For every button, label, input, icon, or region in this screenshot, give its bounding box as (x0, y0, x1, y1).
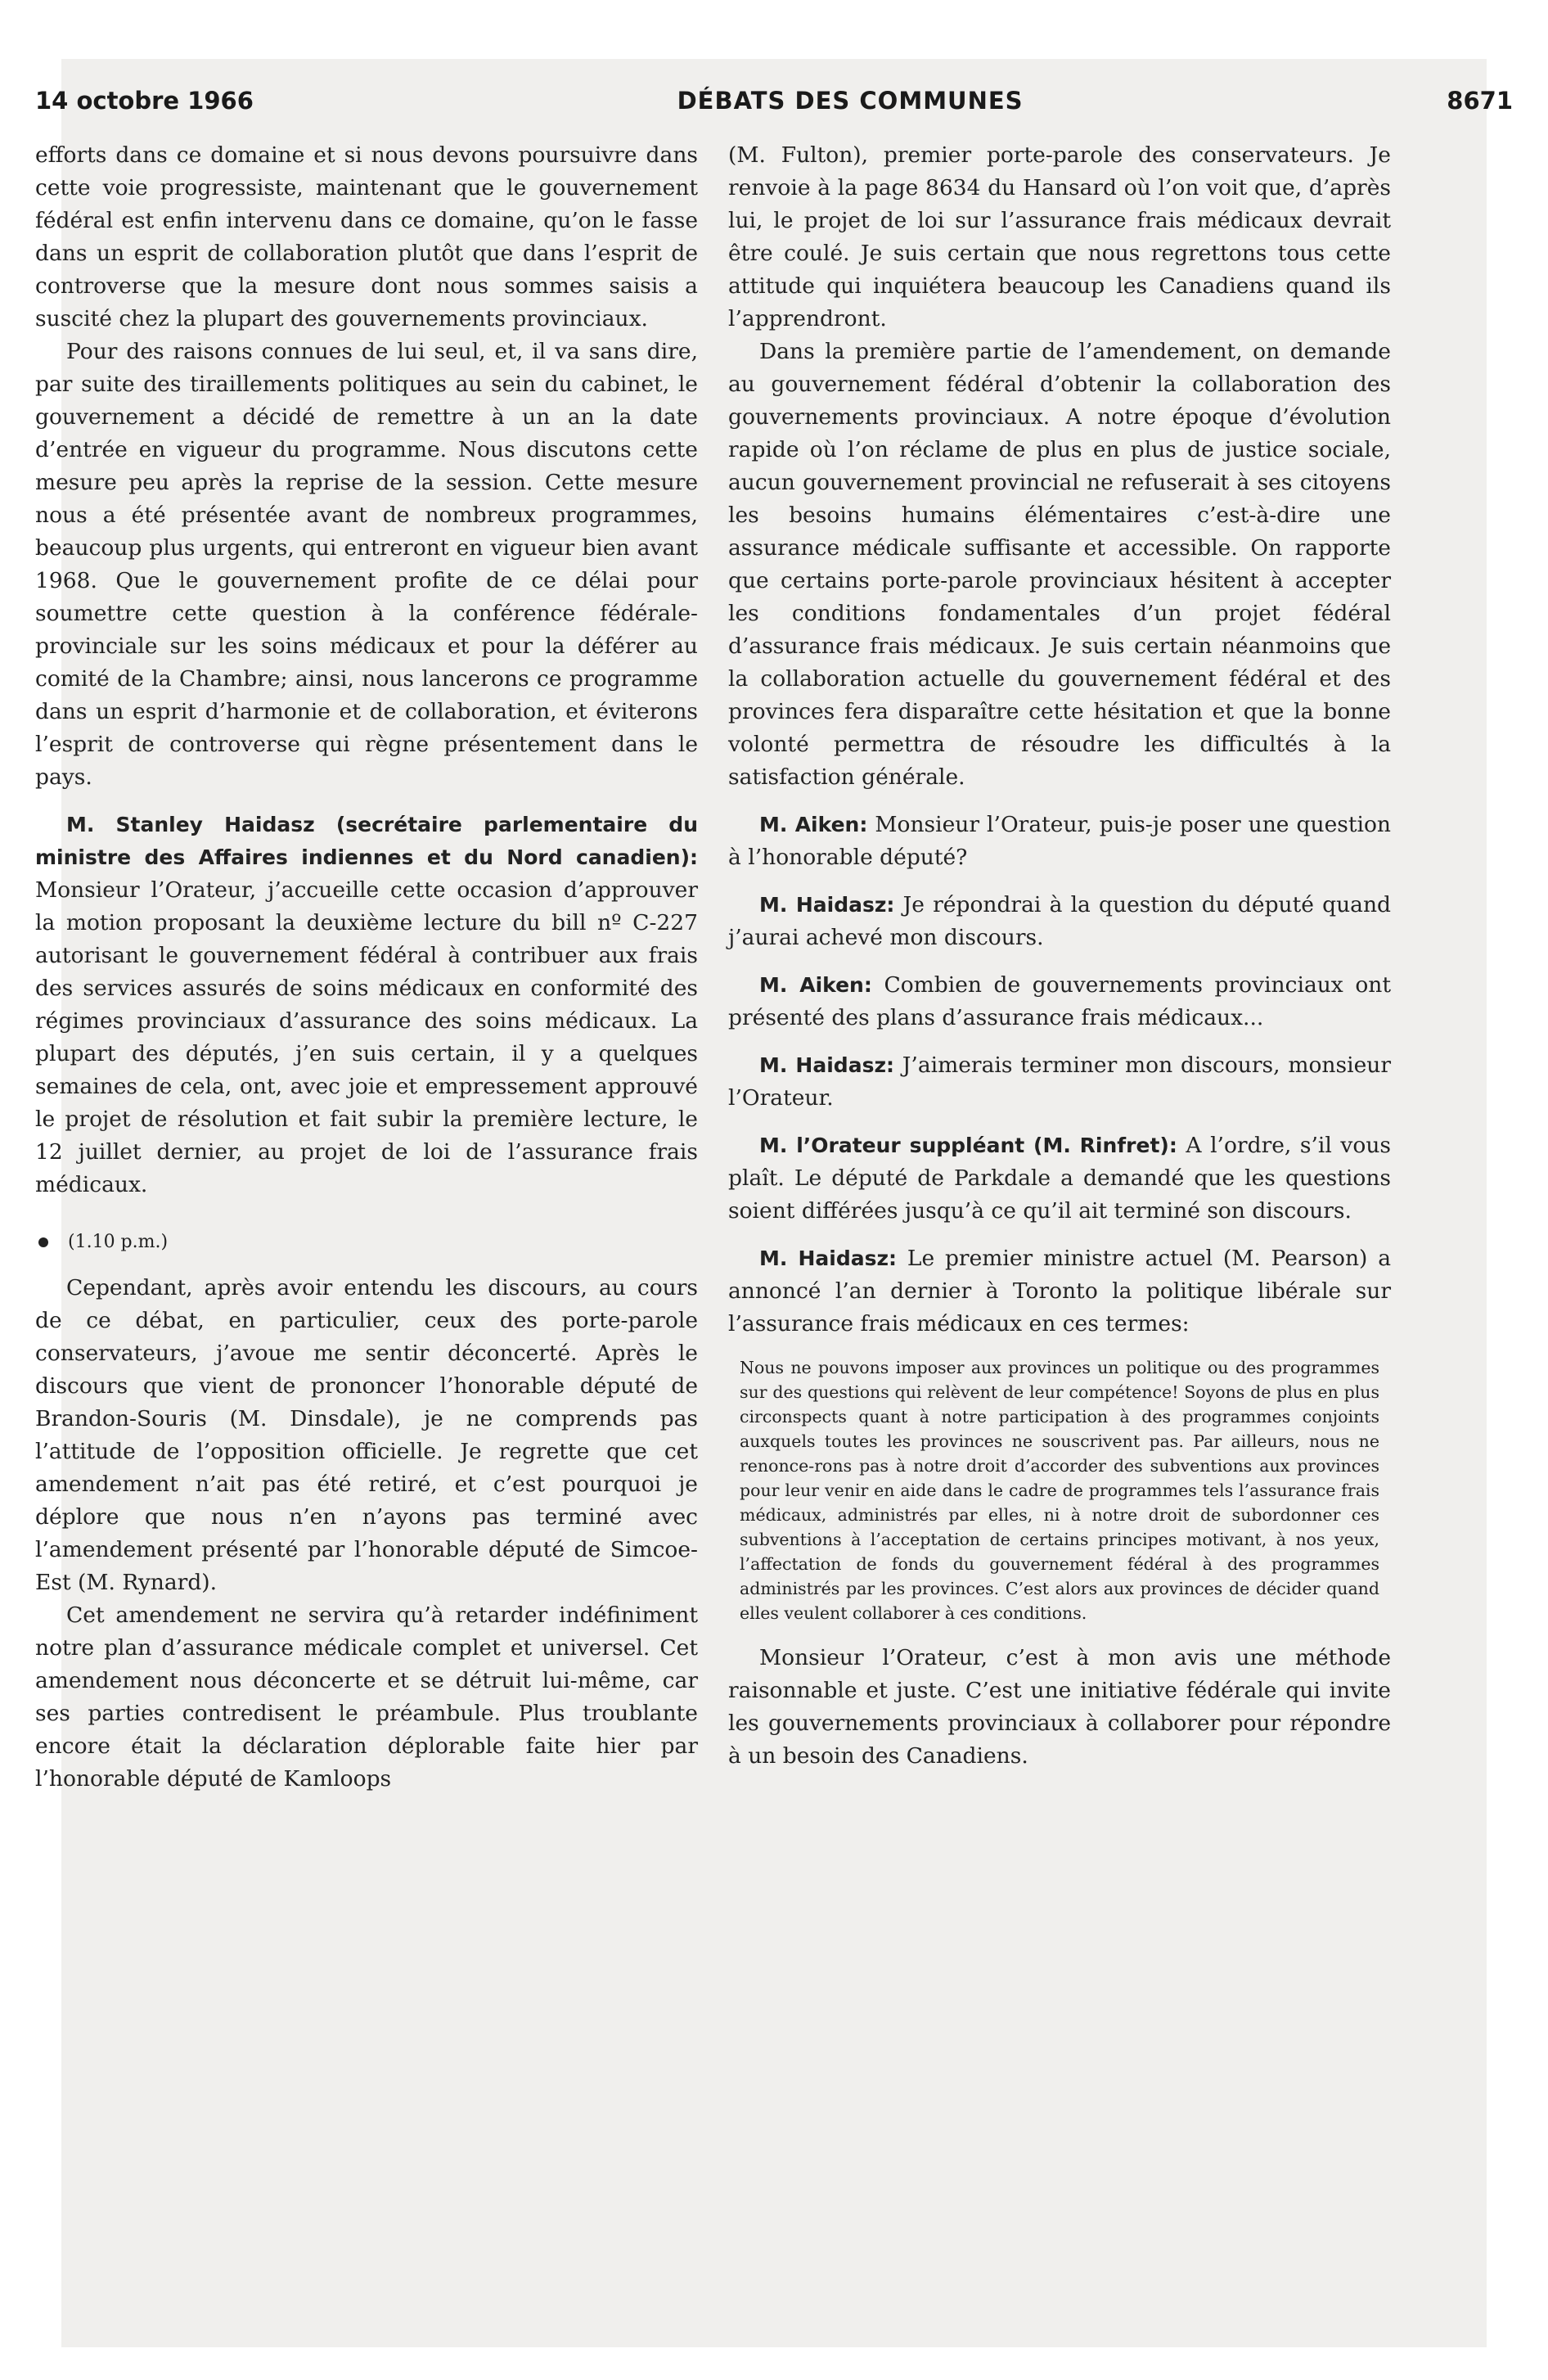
speech-text: A l’ordre, s’il vous plaît. Le député de Parkdale a demandé que les questions soient différées jusqu’à ce qu’il ait terminé son discours. (728, 1133, 1392, 1224)
speaker-name: M. Haidasz: (759, 1246, 898, 1270)
paragraph: Cependant, après avoir entendu les discours, au cours de ce débat, en particulier, ceux des porte-parole conservateurs, j’avoue me sentir déconcerté. Après le discours que vient de prononcer l’honorable député de Brandon-Souris (M. Dinsdale), je ne comprends pas l’attitude de l’opposition officielle. Je regrette que cet amendement n’ait pas été retiré, et c’est pourquoi je déplore que nous n’en n’ayons pas terminé avec l’amendement présenté par l’honorable député de Simcoe-Est (M. Rynard). (35, 1275, 698, 1595)
paragraph: Pour des raisons connues de lui seul, et, il va sans dire, par suite des tiraillements politiques au sein du cabinet, le gouvernement a décidé de remettre à un an la date d’entrée en vigueur du programme. Nous discutons cette mesure peu après la reprise de la session. Cette mesure nous a été présentée avant de nombreux programmes, beaucoup plus urgents, qui entreront en vigueur bien avant 1968. Que le gouvernement profite de ce délai pour soumettre cette question à la conférence fédérale-provinciale sur les soins médicaux et pour la déférer au comité de la Chambre; ainsi, nous lancerons ce programme dans un esprit d’harmonie et de collaboration, et éviterons l’esprit de controverse qui règne présentement dans le pays. (35, 339, 698, 790)
right-column (728, 139, 1391, 1773)
speech-text: Monsieur l’Orateur, j’accueille cette occasion d’approuver la motion proposant la deuxième lecture du bill nº C-227 autorisant le gouvernement fédéral à contribuer aux frais des services assurés de soins médicaux en conformité des régimes provinciaux d’assurance des soins médicaux. La plupart des députés, j’en suis certain, il y a quelques semaines de cela, ont, avec joie et empressement approuvé le projet de résolution et fait subir la première lecture, le 12 juillet dernier, au projet de loi de l’assurance frais médicaux. (35, 877, 698, 1197)
paragraph: Monsieur l’Orateur, c’est à mon avis une méthode raisonnable et juste. C’est une initiative fédérale qui invite les gouvernements provinciaux à collaborer pour répondre à un besoin des Canadiens. (728, 1645, 1391, 1769)
speech-text: Je répondrai à la question du député quand j’aurai achevé mon discours. (728, 892, 1391, 950)
speech-paragraph (728, 1242, 1391, 1341)
speaker-name: M. Haidasz: (759, 893, 895, 917)
timestamp-text: (1.10 p.m.) (68, 1232, 169, 1252)
speech-paragraph (35, 809, 698, 1201)
page-header (35, 80, 1513, 121)
speech-text: J’aimerais terminer mon discours, monsieur l’Orateur. (728, 1053, 1391, 1111)
speech-text: Le premier ministre actuel (M. Pearson) a annoncé l’an dernier à Toronto la politique libérale sur l’assurance frais médicaux en ces termes: (728, 1246, 1391, 1336)
speech-text: Monsieur l’Orateur, puis-je poser une question à l’honorable député? (728, 812, 1391, 870)
bullet-icon (38, 1237, 48, 1247)
speech-paragraph (728, 1129, 1391, 1228)
speech-paragraph (728, 809, 1391, 874)
paragraph: Cet amendement ne servira qu’à retarder indéfiniment notre plan d’assurance médicale complet et universel. Cet amendement nous déconcerte et se détruit lui-même, car ses parties contredisent le préambule. Plus troublante encore était la déclaration déplorable faite hier par l’honorable député de Kamloops (35, 1602, 698, 1792)
paragraph: (M. Fulton), premier porte-parole des conservateurs. Je renvoie à la page 8634 du Hansard où l’on voit que, d’après lui, le projet de loi sur l’assurance frais médicaux devrait être coulé. Je suis certain que nous regrettons tous cette attitude qui inquiétera beaucoup les Canadiens quand ils l’apprendront. (728, 142, 1391, 331)
speaker-name: M. Stanley Haidasz (secrétaire parlementaire du ministre des Affaires indiennes et du Nord canadien): (35, 813, 698, 869)
speech-paragraph (728, 1049, 1391, 1115)
speaker-name: M. l’Orateur suppléant (M. Rinfret): (759, 1134, 1177, 1157)
header-page-number: 8671 (1447, 87, 1513, 115)
timestamp (35, 1226, 698, 1259)
speaker-name: M. Haidasz: (759, 1053, 894, 1077)
speech-text: Combien de gouvernements provinciaux ont présenté des plans d’assurance frais médicaux... (728, 972, 1391, 1030)
speaker-name: M. Aiken: (759, 973, 872, 997)
speech-paragraph (728, 969, 1391, 1034)
speaker-name: M. Aiken: (759, 813, 868, 836)
block-quote: Nous ne pouvons imposer aux provinces un politique ou des programmes sur des questions qui relèvent de leur compétence! Soyons de plus en plus circonspects quant à notre participation à des programmes conjoints auxquels toutes les provinces ne souscrivent pas. Par ailleurs, nous ne renonce-rons pas à notre droit d’accorder des subventions aux provinces pour leur venir en aide dans le cadre de programmes tels l’assurance frais médicaux, administrés par elles, ni à notre droit de subordonner ces subventions à l’acceptation de certains principes motivant, à nos yeux, l’affectation de fonds du gouvernement fédéral à des programmes administrés par les provinces. C’est alors aux provinces de décider quand elles veulent collaborer à ces conditions. (740, 1358, 1379, 1623)
header-date: 14 octobre 1966 (35, 87, 254, 115)
left-column (35, 139, 698, 1796)
speech-paragraph (728, 889, 1391, 954)
paragraph: Dans la première partie de l’amendement, on demande au gouvernement fédéral d’obtenir la collaboration des gouvernements provinciaux. A notre époque d’évolution rapide où l’on réclame de plus en plus de justice sociale, aucun gouvernement provincial ne refuserait à ses citoyens les besoins humains élémentaires c’est-à-dire une assurance médicale suffisante et accessible. On rapporte que certains porte-parole provinciaux hésitent à accepter les conditions fondamentales d’un projet fédéral d’assurance frais médicaux. Je suis certain néanmoins que la collaboration actuelle du gouvernement fédéral et des provinces fera disparaître cette hésitation et que la bonne volonté permettra de résoudre les difficultés à la satisfaction générale. (728, 339, 1391, 790)
header-title: DÉBATS DES COMMUNES (677, 87, 1024, 115)
paragraph: efforts dans ce domaine et si nous devons poursuivre dans cette voie progressiste, maintenant que le gouvernement fédéral est enfin intervenu dans ce domaine, qu’on le fasse dans un esprit de collaboration plutôt que dans l’esprit de controverse que la mesure dont nous sommes saisis a suscité chez la plupart des gouvernements provinciaux. (35, 142, 698, 331)
